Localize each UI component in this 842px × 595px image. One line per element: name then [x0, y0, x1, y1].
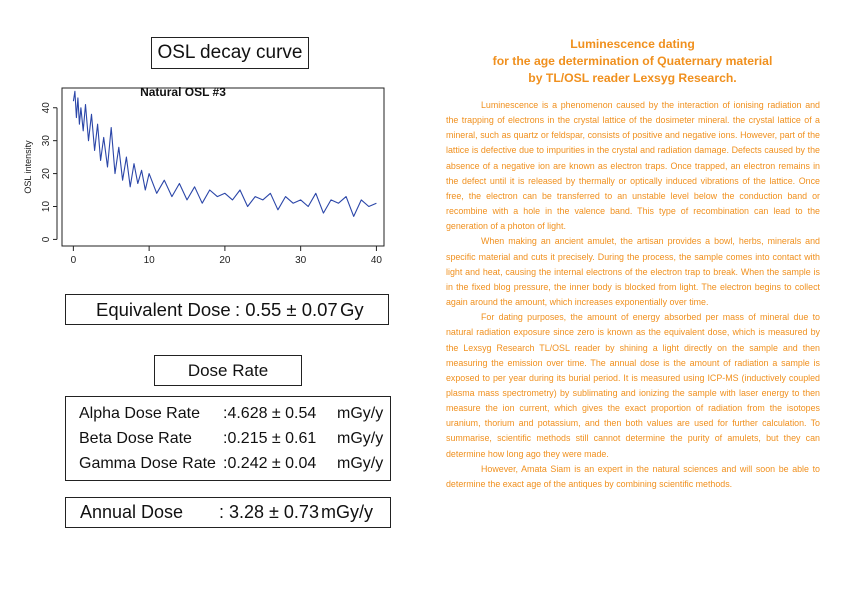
x-tick-label: 0 — [70, 255, 77, 266]
dose-rate-title: Dose Rate — [187, 360, 269, 380]
y-tick-label: 20 — [41, 168, 52, 180]
annual-dose-label: Annual Dose — [80, 502, 184, 522]
equivalent-dose-value: : 0.55 ± 0.07 — [235, 299, 338, 320]
y-tick-label: 10 — [41, 200, 52, 213]
y-tick-label: 40 — [41, 102, 52, 114]
x-tick-label: 10 — [143, 255, 155, 266]
osl-decay-chart — [18, 78, 388, 278]
osl-title: OSL decay curve — [157, 42, 303, 63]
beta-dose-unit: mGy/y — [337, 430, 384, 447]
annual-dose-value: : 3.28 ± 0.73 — [219, 502, 319, 522]
alpha-dose-unit: mGy/y — [337, 405, 384, 422]
y-axis-label: OSL intensity — [23, 140, 33, 194]
plot-frame — [62, 88, 384, 246]
gamma-dose-value: :0.242 ± 0.04 — [223, 455, 317, 472]
article-paragraph: Luminescence is a phenomenon caused by the interaction of ionising radiation and the trapping of electrons in the crystal lattice of the dosimeter mineral. the crystal lattice of a mineral, such as quartz or feldspar, consists of positive and negative ions. However, part of the lattice is defective due to impurities in the crystal and radiation damage. Defects caused by the absence of a negative ion are known as electron traps. Once trapped, an electron remains in the defect until it is released by thermally or optically induced vibrations of the lattice. Once free, the electron can be transferred to an unstable level below the conduction band or recombine with a hole in the valence band. This type of recombination can lead to the generation of a photon of light. — [446, 100, 820, 232]
article-paragraph: However, Amata Siam is an expert in the natural sciences and will soon be able to determine the exact age of the antiques by combining scientific methods. — [446, 463, 820, 489]
article-title-line: for the age determination of Quaternary material — [492, 54, 773, 68]
alpha-dose-label: Alpha Dose Rate — [79, 405, 200, 422]
dose-rate-title-box — [154, 355, 302, 386]
beta-dose-label: Beta Dose Rate — [79, 430, 192, 447]
osl-title-box — [151, 37, 309, 69]
alpha-dose-value: :4.628 ± 0.54 — [223, 405, 317, 422]
y-tick-label: 0 — [41, 236, 52, 243]
equivalent-dose-label: Equivalent Dose — [96, 299, 231, 320]
gamma-dose-unit: mGy/y — [337, 455, 384, 472]
x-tick-label: 20 — [219, 255, 231, 266]
article-paragraph: For dating purposes, the amount of energy absorbed per mass of mineral due to natural radiation exposure since zero is known as the equivalent dose, which is measured by the Lexsyg Research TL/OSL reader by shining a light directly on the sample and then measuring the emission over time. The annual dose is the amount of radiation a sample is exposed to per year during its burial period. It is measured using ICP-MS (inductively coupled plasma mass spectrometry) by sublimating and ionizing the sample with laser energy to then measure the ion current, which gives the exact proportion of radiation from the isotopes uranium, thorium and potassium, and then both values are used for further calculation. To summarise, scientific methods still cannot determine the purity of amulets, but they can determine how long ago they were made. — [446, 312, 820, 459]
equivalent-dose-box — [65, 294, 389, 325]
x-tick-label: 40 — [370, 255, 382, 266]
annual-dose-box — [65, 497, 391, 528]
beta-dose-value: :0.215 ± 0.61 — [223, 430, 317, 447]
y-tick-label: 30 — [41, 135, 53, 147]
article-title-line: by TL/OSL reader Lexsyg Research. — [528, 71, 737, 85]
osl-series-line — [73, 91, 376, 216]
dose-rates-box — [65, 396, 391, 481]
article-paragraph: When making an ancient amulet, the artisan provides a bowl, herbs, minerals and specific material and cuts it precisely. During the process, the sample comes into contact with light and heat, causing the internal electrons of the electron trap to break. When the sample is in the fixed blog pressure, the inner body is blocked from light. The electron begins to collect again around the amount, which increases exponentially over time. — [446, 236, 820, 308]
gamma-dose-label: Gamma Dose Rate — [79, 455, 216, 472]
x-tick-label: 30 — [295, 255, 307, 266]
article-title — [480, 36, 785, 87]
annual-dose-unit: mGy/y — [321, 502, 373, 522]
equivalent-dose-unit: Gy — [340, 299, 364, 320]
article-body — [446, 98, 820, 492]
chart-title: Natural OSL #3 — [140, 85, 226, 99]
article-title-line: Luminescence dating — [570, 37, 695, 51]
